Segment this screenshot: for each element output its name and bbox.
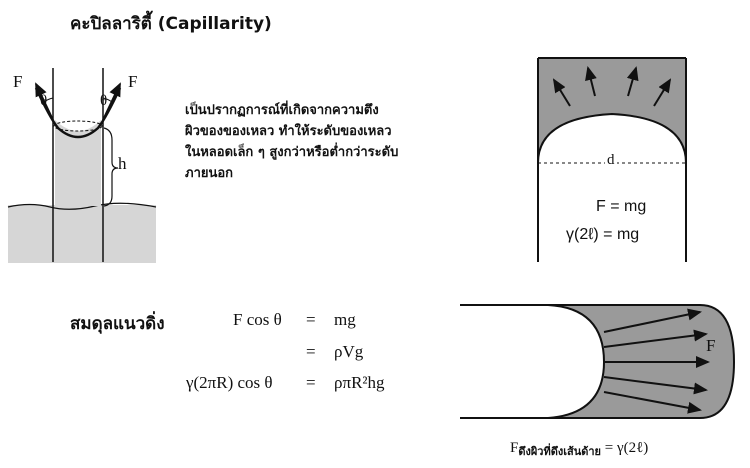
description-line: ในหลอดเล็ก ๆ สูงกว่าหรือต่ำกว่าระดับ [185, 145, 399, 160]
page-title: คะปิลลาริตี้ (Capillarity) [70, 14, 272, 34]
height-label: h [118, 154, 127, 173]
equation-rhs: mg [334, 310, 356, 329]
equilibrium-heading: สมดุลแนวดิ่ง [70, 314, 165, 334]
description-line: ภายนอก [185, 166, 234, 181]
equation-rhs: ρπR²hg [334, 373, 385, 392]
force-label-left: F [13, 72, 23, 91]
height-brace [104, 128, 118, 206]
caption-subscript: ดึงผิวที่ดึงเส้นด้าย [518, 445, 602, 458]
description-line: เป็นปรากฏการณ์ที่เกิดจากความตึง [185, 103, 379, 118]
equation-lhs: F cos θ [233, 310, 282, 329]
caption-rhs: = γ(2ℓ) [601, 440, 649, 456]
thread-pull-diagram [460, 305, 734, 418]
description-line: ผิวของของเหลว ทำให้ระดับของเหลว [185, 124, 392, 139]
caption-main: F [510, 440, 519, 456]
equation-equals: = [306, 310, 316, 329]
equation-lhs: γ(2πR) cos θ [186, 373, 273, 392]
film-region [538, 58, 686, 163]
force-label-right: F [128, 72, 138, 91]
liquid-column [55, 120, 101, 206]
capillary-tube-diagram [8, 68, 156, 263]
outer-liquid [8, 205, 156, 263]
angle-label-right: θ [100, 93, 108, 109]
force-equation: F = mg [596, 198, 647, 215]
thread-force-label: F [706, 336, 716, 355]
equation-equals: = [306, 373, 316, 392]
angle-label-left: θ [40, 93, 48, 109]
thread-caption [510, 440, 648, 460]
equation-equals: = [306, 342, 316, 361]
equation-rhs: ρVg [334, 342, 364, 361]
diameter-label: d [607, 152, 615, 168]
surface-tension-equation: γ(2ℓ) = mg [566, 226, 640, 243]
